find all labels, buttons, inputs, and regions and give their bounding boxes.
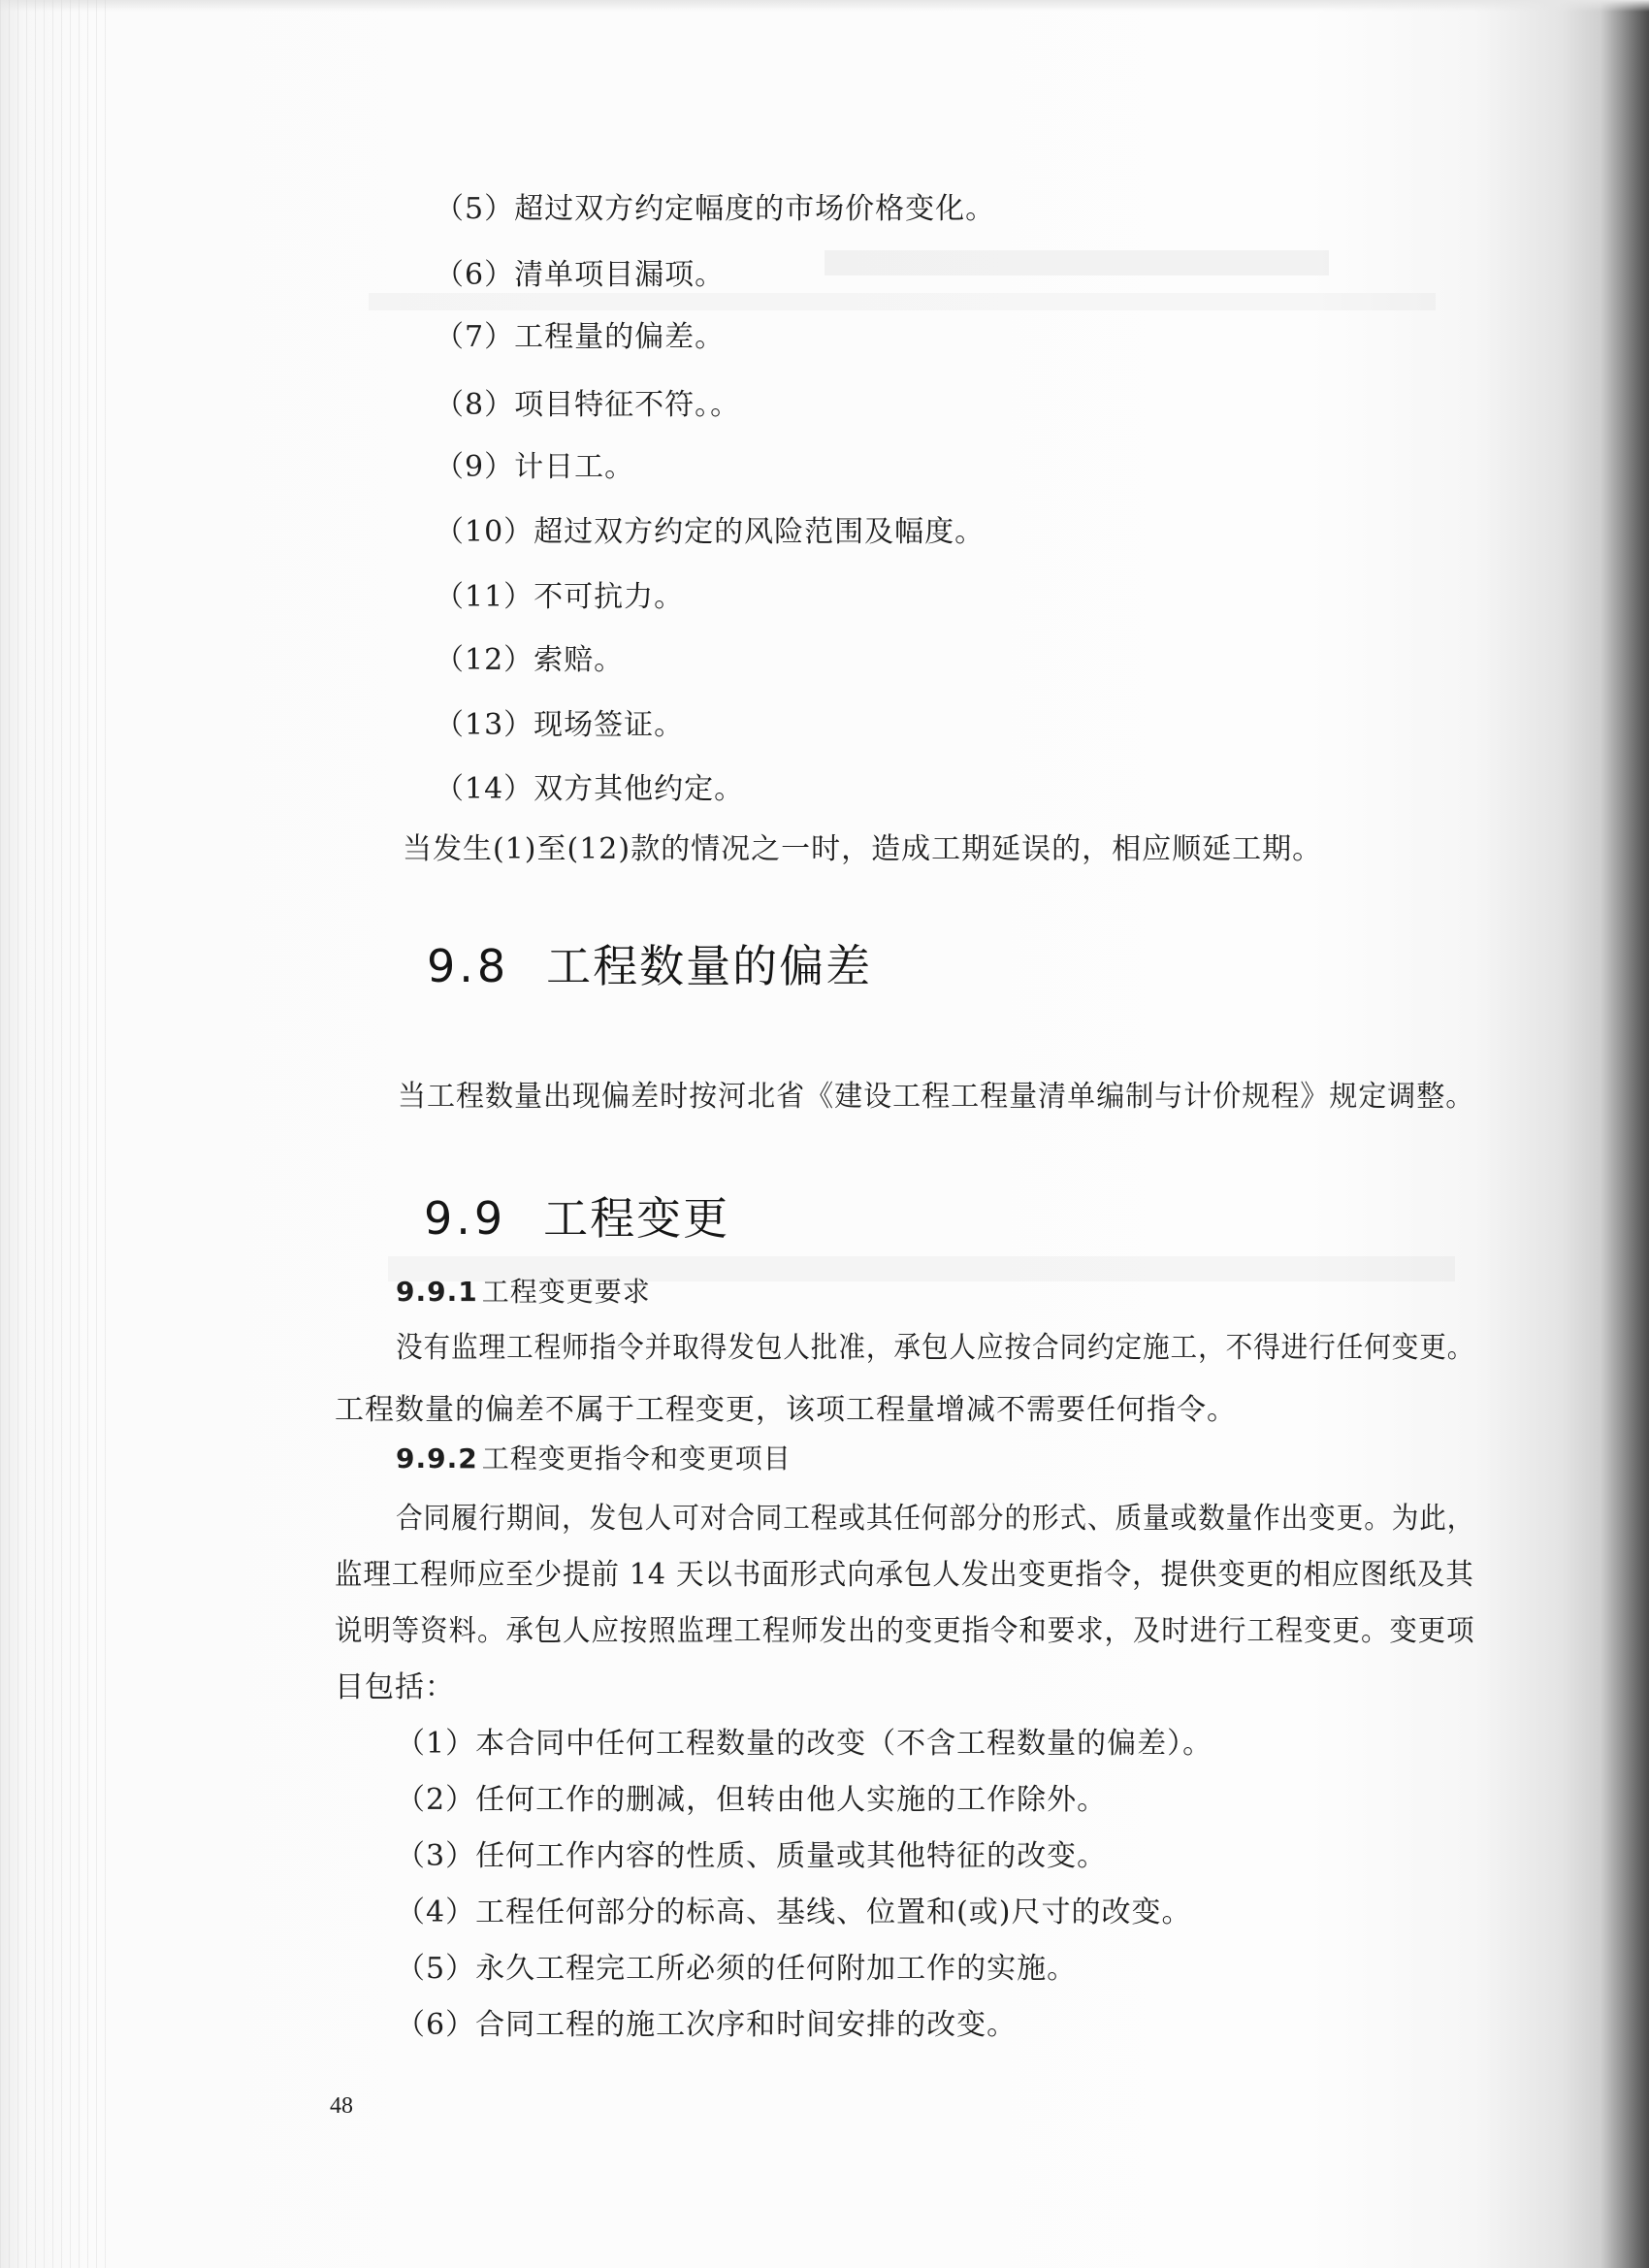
subsection-heading-9-9-2 xyxy=(396,1438,792,1476)
page-stack-edge xyxy=(0,0,107,2268)
subsection-heading-9-9-1 xyxy=(396,1271,651,1310)
paragraph-line: 说明等资料。承包人应按照监理工程师发出的变更指令和要求，及时进行工程变更。变更项 xyxy=(335,1614,1475,1648)
subsection-number: 9.9.1 xyxy=(396,1276,478,1308)
list-item: （4）工程任何部分的标高、基线、位置和(或)尺寸的改变。 xyxy=(396,1895,1192,1929)
section-title: 工程数量的偏差 xyxy=(546,940,873,992)
list-item: （5）超过双方约定幅度的市场价格变化。 xyxy=(435,192,996,226)
paragraph-line: 监理工程师应至少提前 14 天以书面形式向承包人发出变更指令，提供变更的相应图纸及其 xyxy=(335,1558,1474,1592)
page-top-shadow xyxy=(0,0,1649,12)
list-item: （11）不可抗力。 xyxy=(435,580,685,614)
show-through-bar-2 xyxy=(369,293,1436,310)
section-heading-9-9 xyxy=(424,1183,729,1247)
subsection-number: 9.9.2 xyxy=(396,1442,478,1474)
list-item: （9）计日工。 xyxy=(435,450,635,484)
section-number: 9.8 xyxy=(427,940,510,992)
list-item: （5）永久工程完工所必须的任何附加工作的实施。 xyxy=(396,1952,1078,1986)
subsection-title: 工程变更要求 xyxy=(481,1276,651,1308)
section-9-8-body: 当工程数量出现偏差时按河北省《建设工程工程量清单编制与计价规程》规定调整。 xyxy=(398,1080,1475,1114)
list-item: （10）超过双方约定的风险范围及幅度。 xyxy=(435,515,986,549)
section-heading-9-8 xyxy=(427,931,872,995)
paragraph-line: 合同履行期间，发包人可对合同工程或其任何部分的形式、质量或数量作出变更。为此， xyxy=(396,1502,1475,1536)
list-item: （1）本合同中任何工程数量的改变（不含工程数量的偏差）。 xyxy=(396,1727,1213,1761)
paragraph-line: 没有监理工程师指令并取得发包人批准，承包人应按合同约定施工，不得进行任何变更。 xyxy=(396,1331,1475,1365)
section-title: 工程变更 xyxy=(543,1192,730,1245)
list-item: （14）双方其他约定。 xyxy=(435,772,745,806)
list-item: （6）合同工程的施工次序和时间安排的改变。 xyxy=(396,2008,1018,2042)
subsection-title: 工程变更指令和变更项目 xyxy=(481,1442,792,1474)
list-item: （8）项目特征不符。。 xyxy=(435,388,741,422)
list-item: （2）任何工作的删减，但转由他人实施的工作除外。 xyxy=(396,1783,1108,1817)
list-item: （12）索赔。 xyxy=(435,643,625,677)
list-item: （7）工程量的偏差。 xyxy=(435,320,726,354)
show-through-bar-1 xyxy=(824,250,1329,275)
list-item: （13）现场签证。 xyxy=(435,708,685,742)
list-item: （3）任何工作内容的性质、质量或其他特征的改变。 xyxy=(396,1839,1108,1873)
section-number: 9.9 xyxy=(424,1192,507,1245)
list-item: （6）清单项目漏项。 xyxy=(435,258,726,292)
paragraph-line: 工程数量的偏差不属于工程变更，该项工程量增减不需要任何指令。 xyxy=(335,1393,1237,1427)
delay-note: 当发生(1)至(12)款的情况之一时，造成工期延误的，相应顺延工期。 xyxy=(403,832,1323,866)
page-number: 48 xyxy=(330,2093,353,2119)
paragraph-line: 目包括： xyxy=(335,1670,455,1704)
